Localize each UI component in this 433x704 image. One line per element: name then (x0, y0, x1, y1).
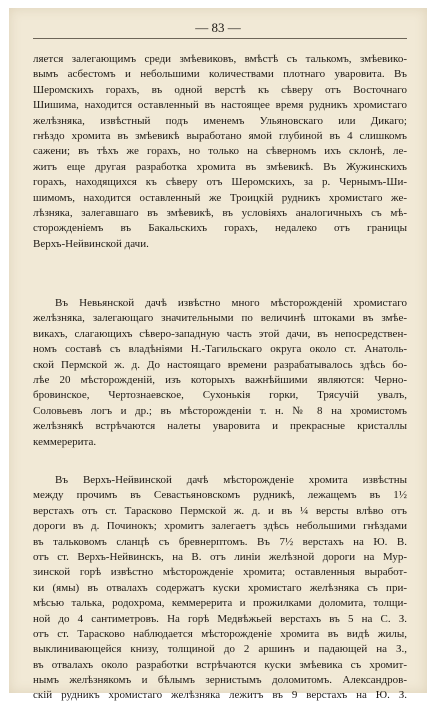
text-line: дороги въ д. Починокъ; хромитъ залегаетъ здѣсь небольшими гнѣздами (33, 520, 407, 533)
header-rule (33, 38, 407, 39)
text-line: скій рудникъ хромистаго желѣзняка лежитъ въ 9 верстахъ на Ю. З. (33, 689, 407, 702)
text-line: въ отвалахъ около разработки встрѣчаются куски змѣевика съ хромит- (33, 658, 407, 671)
page-number: — 83 — (195, 20, 241, 35)
text-line: мѣсью талька, родохрома, кеммерерита и прожилками доломита, толщи- (33, 597, 407, 610)
text-line: Въ Верхъ-Нейвинской дачѣ мѣсторожденіе хромита извѣстны (55, 474, 407, 486)
text-line: отъ ст. Тарасково наблюдается мѣсторожденіе хромита въ видѣ жилы, (33, 627, 407, 640)
paragraph-3 (33, 473, 407, 704)
text-line: шимомъ, находится оставленный же Троицкій рудникъ хромистаго же- (33, 191, 407, 204)
text-line: верстахъ отъ ст. Тарасково Пермской ж. д. и въ ¼ версты влѣво отъ (33, 504, 407, 517)
text-line: лѣзняка, залегавшаго въ змѣевикѣ, въ условіяхъ аналогичныхъ съ мѣ- (33, 206, 407, 219)
paragraph-1 (33, 52, 407, 252)
text-line: ки (ямы) въ отвалахъ содержатъ куски хромистаго желѣзняка съ при- (33, 581, 407, 594)
text-line: кеммерерита. (33, 435, 97, 448)
text-line: желѣзняка, извѣстный подъ именемъ Ульяновскаго или Дикаго; (33, 114, 407, 127)
text-line: желѣзняка, залегающаго значительными по величинѣ штоками въ змѣе- (33, 312, 407, 325)
text-line: бровинское, Чертознаевское, Сухонькія горки, Трясучій увалъ, (33, 389, 407, 402)
text-line: выклинивающейся книзу, толщиной до 2 аршинъ и падающей на З., (33, 643, 407, 656)
text-line: горахъ, находящихся къ сѣверу отъ Шеромскихъ, за р. Чернымъ-Ши- (33, 176, 407, 189)
text-line: викахъ, слагающихъ сѣверо-западную часть этой дачи, въ непосредствен- (33, 327, 407, 340)
text-line: желѣзнякѣ встрѣчаются налеты уваровита и прекрасные кристаллы (33, 420, 407, 433)
text-line: Шишима, находится оставленный въ настоящее время рудникъ хромистаго (33, 99, 407, 112)
text-line: ской Пермской ж. д. До настоящаго времени разрабатывалось здѣсь бо- (33, 358, 407, 371)
text-line: въ тальковомъ сланцѣ съ бревнерптомъ. Въ 7½ верстахъ на Ю. В. (33, 535, 407, 548)
text-line: Шеромскихъ горахъ, въ одной верстѣ къ сѣверу отъ Восточнаго (33, 83, 407, 96)
text-line: Въ Невьянской дачѣ извѣстно много мѣсторожденій хромистаго (55, 297, 407, 309)
text-line: номъ составѣ съ владѣніями Н.-Тагильскаго округа около ст. Анатоль- (33, 343, 407, 356)
text-line: Соловьевъ логъ и др.; въ мѣсторожденіи т. н. № 8 на хромистомъ (33, 404, 407, 417)
text-line: ляется залегающимъ среди змѣевиковъ, вмѣстѣ съ талькомъ, змѣевико- (33, 53, 407, 65)
text-line: Верхъ-Нейвинской дачи. (33, 237, 149, 250)
text-line: сажени; въ тѣхъ же горахъ, но только на сѣверномъ ихъ склонѣ, ле- (33, 145, 407, 158)
text-line: между прочимъ въ Севастьяновскомъ рудникѣ, лежащемъ въ 1½ (33, 489, 407, 502)
text-line: житъ еще другая разработка хромита въ змѣевикѣ. Въ Жужинскихъ (33, 160, 407, 173)
text-line: нымъ желѣзнякомъ и бѣлымъ зернистымъ доломитомъ. Александров- (33, 674, 407, 687)
text-line: отъ ст. Верхъ-Нейвинскъ, на В. отъ линіи желѣзной дороги на Мур- (33, 550, 407, 563)
text-line: зинской горѣ извѣстно мѣсторожденіе хромита; оставленныя выработ- (33, 566, 407, 579)
text-line: сторожденіемъ въ Бакальскихъ горахъ, недалеко отъ границы (33, 222, 407, 235)
book-page (9, 8, 427, 702)
text-line: гнѣздо хромита въ змѣевикѣ выработано ямой глубиной въ 4 слишкомъ (33, 129, 407, 142)
text-line: вымъ асбестомъ и небольшими количествами плотнаго уваровита. Въ (33, 68, 407, 81)
paragraph-2 (33, 296, 407, 450)
text-line: лѣе 20 мѣсторожденій, изъ которыхъ важнѣйшими являются: Черно- (33, 373, 407, 386)
text-line: ной до 4 сантиметровъ. На горѣ Медвѣжьей верстахъ въ 5 на С. З. (33, 612, 407, 625)
